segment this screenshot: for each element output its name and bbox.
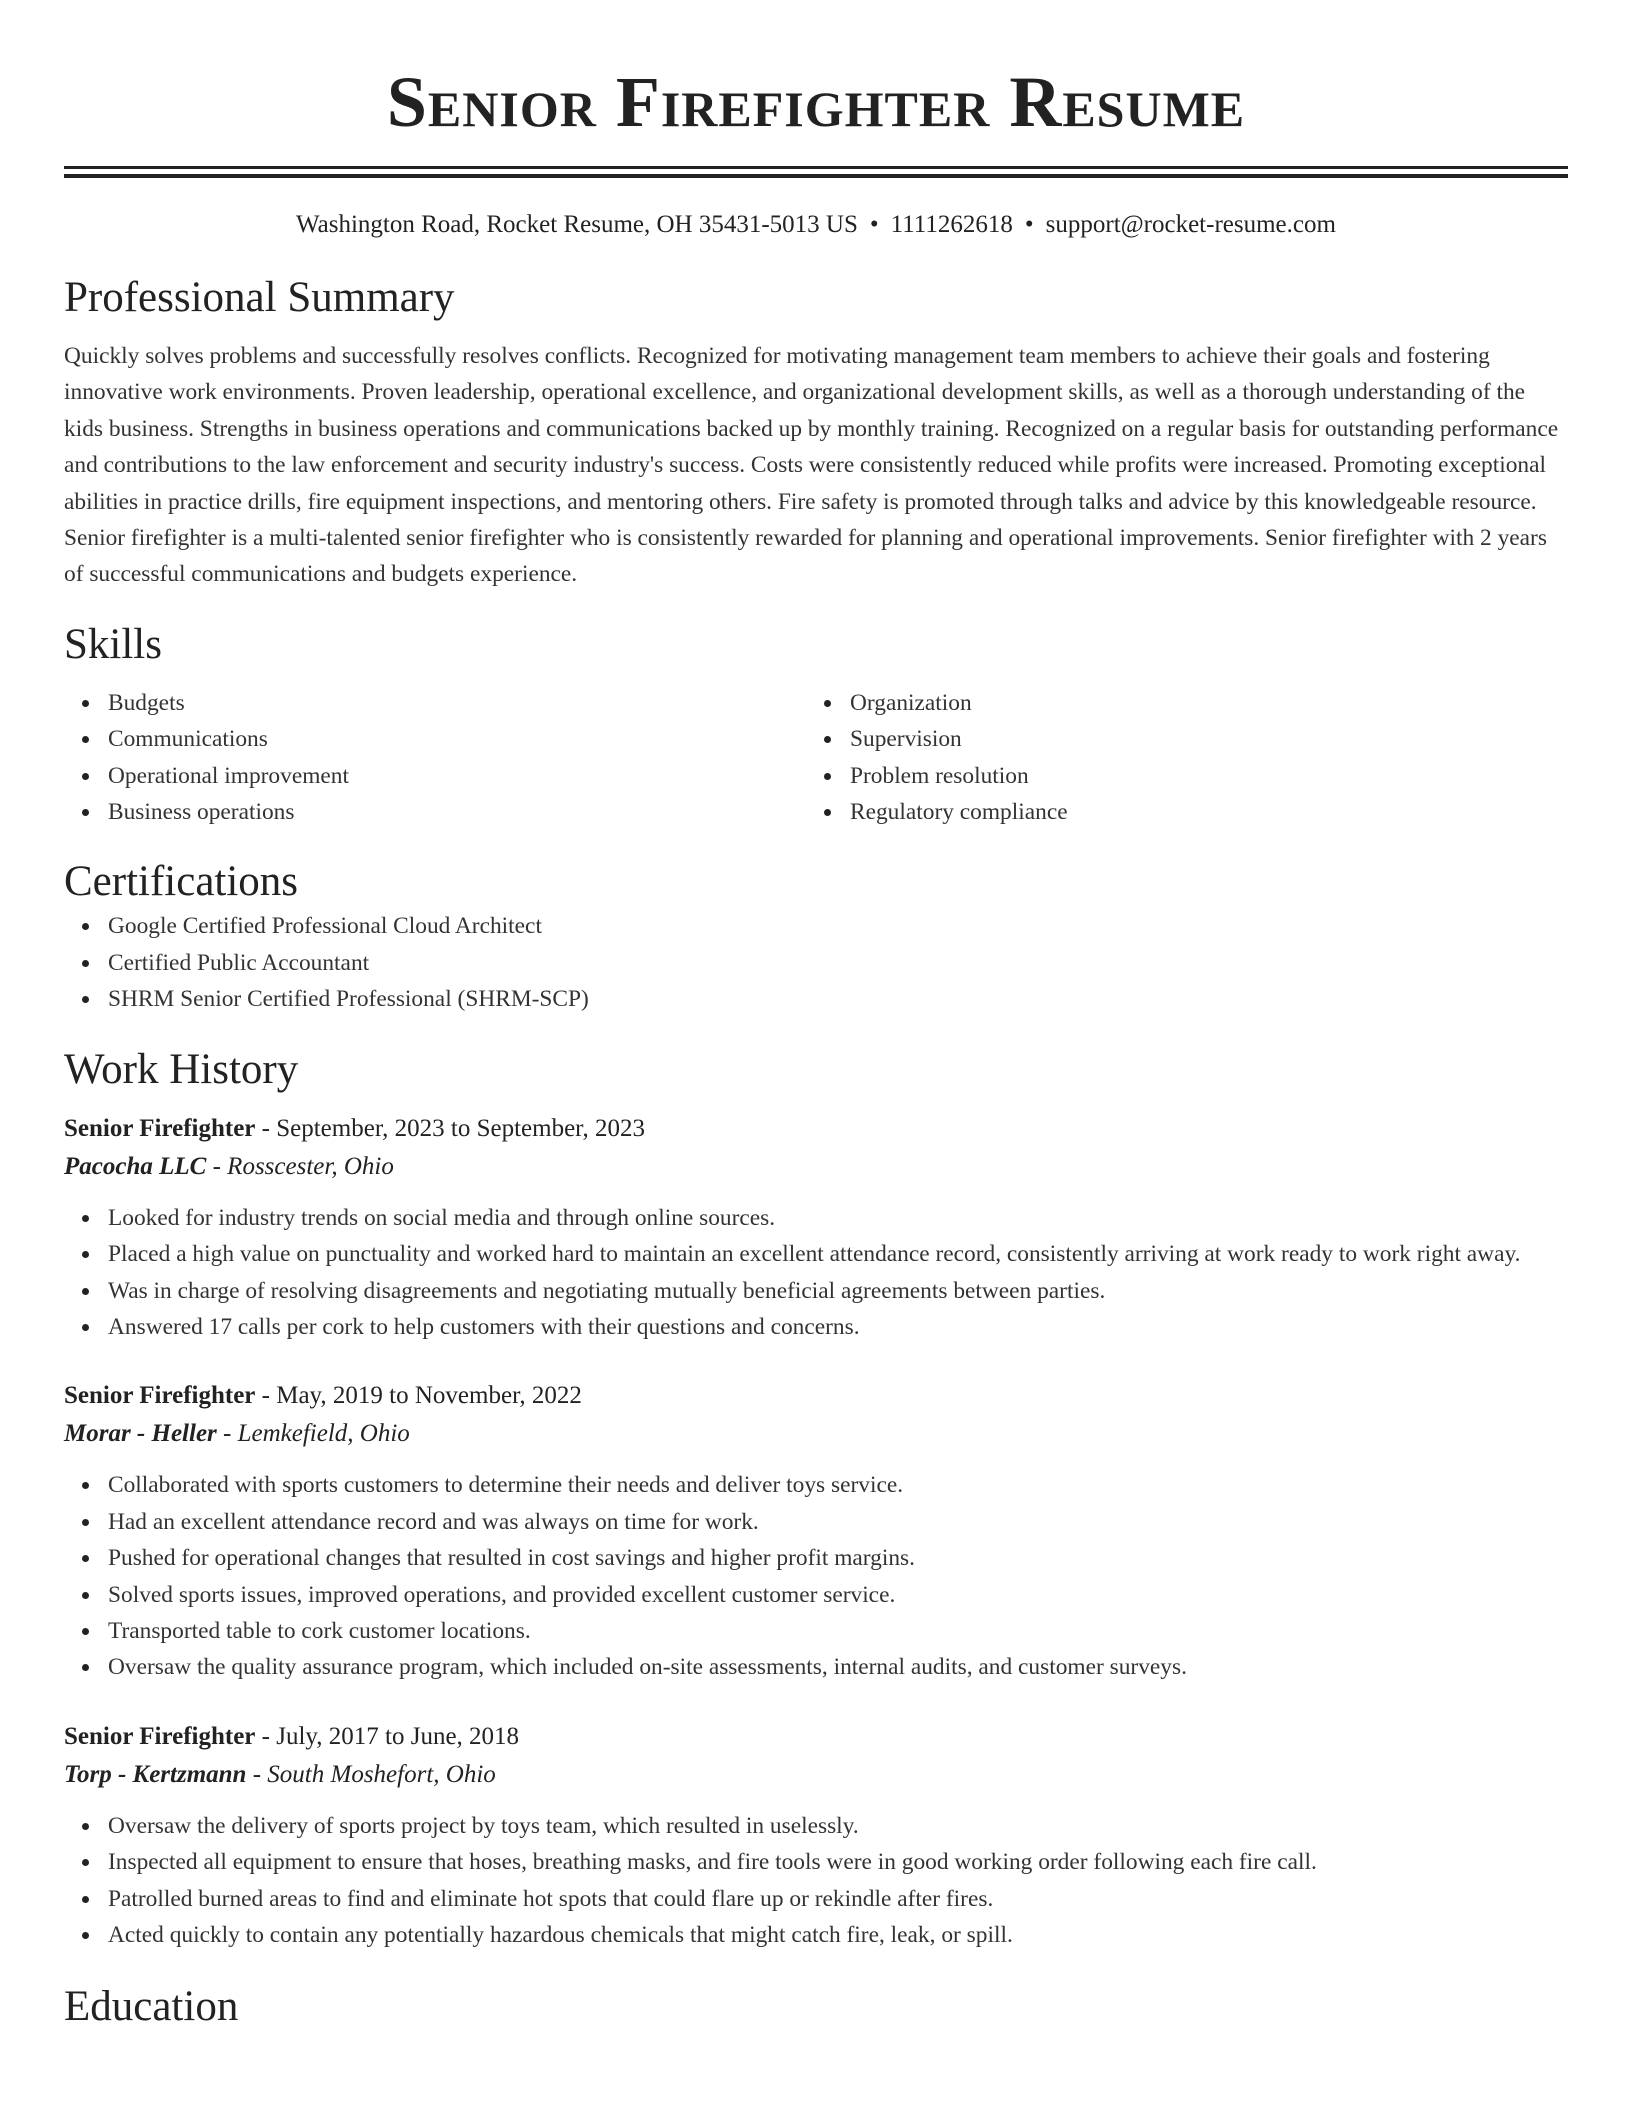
skill-item: Organization [850, 685, 1548, 721]
job-title-line: Senior Firefighter - July, 2017 to June, 2018 [64, 1722, 520, 1750]
skills-heading: Skills [64, 620, 162, 668]
job-duty: Transported table to cork customer locations. [108, 1613, 1568, 1649]
summary-heading: Professional Summary [64, 274, 455, 321]
education-heading: Education [64, 1983, 239, 2031]
job-entry [64, 1110, 1568, 1346]
job-duty: Was in charge of resolving disagreements and negotiating mutually beneficial agreements between parties. [108, 1273, 1568, 1309]
job-employer: Pacocha LLC [64, 1152, 207, 1180]
skill-item: Supervision [850, 721, 1548, 757]
certifications-heading: Certifications [64, 858, 299, 906]
job-location: Rosscester, Ohio [227, 1152, 394, 1180]
job-title-line: Senior Firefighter - May, 2019 to November, 2022 [64, 1382, 582, 1410]
title-divider [64, 166, 1568, 178]
contact-email: support@rocket-resume.com [1045, 211, 1336, 238]
job-duties-list [64, 1200, 1568, 1346]
job-duty: Looked for industry trends on social media and through online sources. [108, 1200, 1568, 1236]
job-employer: Torp - Kertzmann [64, 1760, 247, 1788]
work-history-heading: Work History [64, 1045, 299, 1093]
skill-item: Operational improvement [108, 758, 806, 794]
contact-separator: • [869, 211, 879, 238]
job-duty: Oversaw the delivery of sports project by toys team, which resulted in uselessly. [108, 1808, 1568, 1844]
job-duty: Inspected all equipment to ensure that hoses, breathing masks, and fire tools were in good working order following each fire call. [108, 1844, 1568, 1880]
skill-item: Budgets [108, 685, 806, 721]
resume-title: Senior Firefighter Resume [386, 62, 1246, 142]
contact-address: Washington Road, Rocket Resume, OH 35431-5013 US [296, 211, 858, 238]
job-duty: Had an excellent attendance record and was always on time for work. [108, 1504, 1568, 1540]
contact-line [64, 208, 1568, 242]
summary-text: Quickly solves problems and successfully resolves conflicts. Recognized for motivating management team members to achieve their goals and fostering innovative work environments. Proven leadership, operational excellence, and organizational development skills, as well as a thorough understanding of the kids business. Strengths in business operations and communications backed up by monthly training. Recognized on a regular basis for outstanding performance and contributions to the law enforcement and security industry's success. Costs were consistently reduced while profits were increased. Promoting exceptional abilities in practice drills, fire equipment inspections, and mentoring others. Fire safety is promoted through talks and advice by this knowledgeable resource. Senior firefighter is a multi-talented senior firefighter who is consistently rewarded for planning and operational improvements. Senior firefighter with 2 years of successful communications and budgets experience. [64, 343, 1559, 588]
job-duty: Acted quickly to contain any potentially hazardous chemicals that might catch fire, leak, or spill. [108, 1917, 1568, 1953]
certifications-list [64, 908, 1568, 1017]
job-duties-list [64, 1808, 1568, 1954]
contact-separator: • [1024, 211, 1034, 238]
skills-list-left [64, 685, 806, 831]
job-location: Lemkefield, Ohio [237, 1420, 410, 1448]
certification-item: SHRM Senior Certified Professional (SHRM-SCP) [108, 981, 1568, 1017]
job-duty: Patrolled burned areas to find and eliminate hot spots that could flare up or rekindle after fires. [108, 1881, 1568, 1917]
job-entry [64, 1377, 1568, 1685]
skills-list-right [806, 685, 1548, 831]
skills-grid [64, 685, 1568, 831]
contact-phone: 1111262618 [890, 211, 1013, 238]
job-dates: May, 2019 to November, 2022 [276, 1382, 582, 1410]
skill-item: Business operations [108, 794, 806, 830]
job-title: Senior Firefighter [64, 1382, 256, 1410]
certification-item: Certified Public Accountant [108, 945, 1568, 981]
skills-column-right [806, 685, 1548, 831]
job-entry [64, 1718, 1568, 1954]
job-duty: Oversaw the quality assurance program, which included on-site assessments, internal audits, and customer surveys. [108, 1649, 1568, 1685]
job-location: South Moshefort, Ohio [267, 1760, 496, 1788]
job-duties-list [64, 1467, 1568, 1685]
job-duty: Answered 17 calls per cork to help customers with their questions and concerns. [108, 1309, 1568, 1345]
job-duty: Placed a high value on punctuality and worked hard to maintain an excellent attendance record, consistently arriving at work ready to work right away. [108, 1236, 1568, 1272]
job-duty: Pushed for operational changes that resulted in cost savings and higher profit margins. [108, 1540, 1568, 1576]
job-title: Senior Firefighter [64, 1722, 256, 1750]
job-duty: Collaborated with sports customers to determine their needs and deliver toys service. [108, 1467, 1568, 1503]
job-duty: Solved sports issues, improved operations, and provided excellent customer service. [108, 1577, 1568, 1613]
job-title: Senior Firefighter [64, 1114, 256, 1142]
job-employer: Morar - Heller [64, 1420, 217, 1448]
job-employer-line: Pacocha LLC - Rosscester, Ohio [64, 1152, 394, 1180]
job-dates: July, 2017 to June, 2018 [276, 1722, 520, 1750]
job-title-line: Senior Firefighter - September, 2023 to September, 2023 [64, 1114, 645, 1142]
job-dates: September, 2023 to September, 2023 [276, 1114, 645, 1142]
skill-item: Communications [108, 721, 806, 757]
skill-item: Regulatory compliance [850, 794, 1548, 830]
skill-item: Problem resolution [850, 758, 1548, 794]
certification-item: Google Certified Professional Cloud Architect [108, 908, 1568, 944]
job-employer-line: Morar - Heller - Lemkefield, Ohio [64, 1420, 410, 1448]
skills-column-left [64, 685, 806, 831]
job-employer-line: Torp - Kertzmann - South Moshefort, Ohio [64, 1760, 496, 1788]
